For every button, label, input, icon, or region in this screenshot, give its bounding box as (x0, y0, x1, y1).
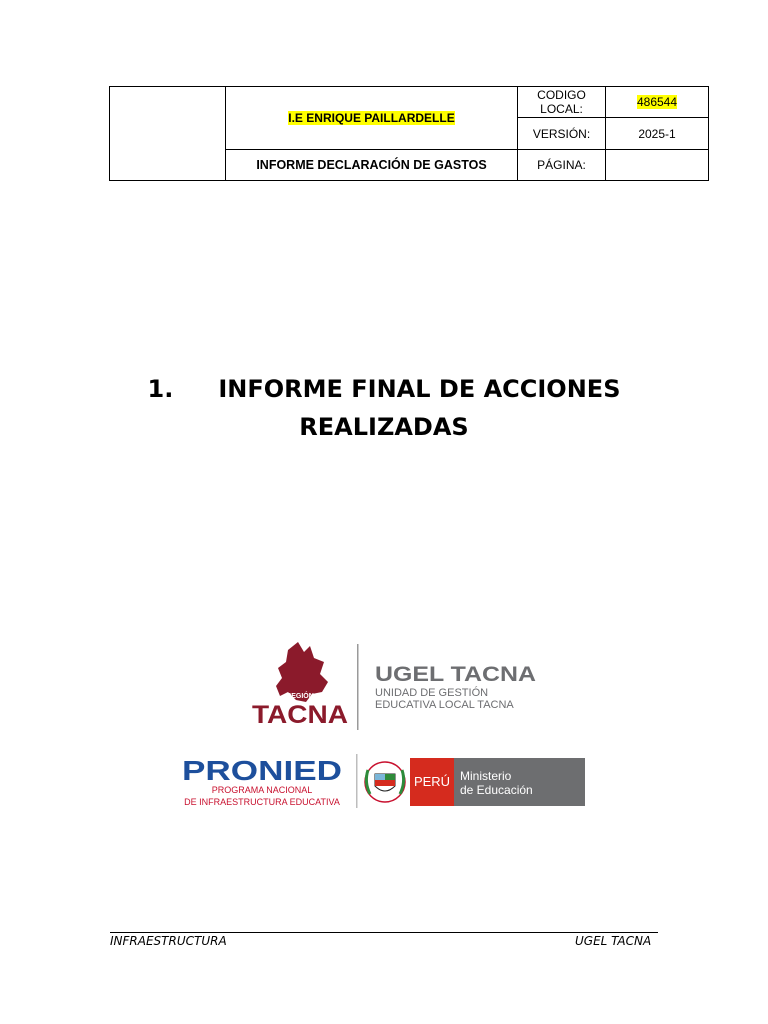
pronied-minedu-logos (178, 752, 588, 812)
codigo-value: 486544 (636, 95, 678, 109)
section-heading (0, 370, 768, 446)
pronied-subtitle-1: PROGRAMA NACIONAL (211, 785, 313, 795)
institution-name: I.E ENRIQUE PAILLARDELLE (288, 111, 455, 125)
footer-right-text: UGEL TACNA (575, 934, 652, 948)
pronied-divider (356, 754, 358, 808)
header-logo-cell (110, 87, 226, 181)
peru-text: PERÚ (413, 774, 451, 789)
pagina-value (606, 150, 709, 181)
pagina-label: PÁGINA: (518, 150, 606, 181)
ugel-tacna-logo (248, 640, 548, 740)
heading-line-2: REALIZADAS (299, 413, 469, 441)
footer-left-text: INFRAESTRUCTURA (110, 934, 227, 948)
region-small-text: REGIÓN (286, 693, 314, 700)
version-value: 2025-1 (606, 118, 709, 150)
pronied-subtitle-2: DE INFRAESTRUCTURA EDUCATIVA (184, 797, 340, 807)
region-big-text: TACNA (252, 701, 348, 729)
codigo-label: CODIGO LOCAL: (518, 87, 606, 118)
ministerio-line-1: Ministerio (460, 769, 512, 783)
peru-coat-of-arms-icon (365, 762, 405, 802)
ugel-subtitle-1: UNIDAD DE GESTIÓN (375, 687, 489, 699)
version-label: VERSIÓN: (518, 118, 606, 150)
ministerio-line-2: de Educación (460, 783, 533, 797)
heading-line-1: INFORME FINAL DE ACCIONES (218, 375, 621, 403)
codigo-value-cell (606, 87, 709, 118)
report-name: INFORME DECLARACIÓN DE GASTOS (226, 150, 518, 181)
section-number: 1. (147, 375, 174, 403)
document-header-table (109, 86, 709, 181)
pronied-title: PRONIED (182, 755, 342, 786)
ugel-title: UGEL TACNA (375, 663, 536, 686)
institution-cell (226, 87, 518, 150)
ugel-subtitle-2: EDUCATIVA LOCAL TACNA (375, 699, 514, 711)
footer-rule (110, 932, 658, 933)
logo-divider (357, 644, 359, 730)
